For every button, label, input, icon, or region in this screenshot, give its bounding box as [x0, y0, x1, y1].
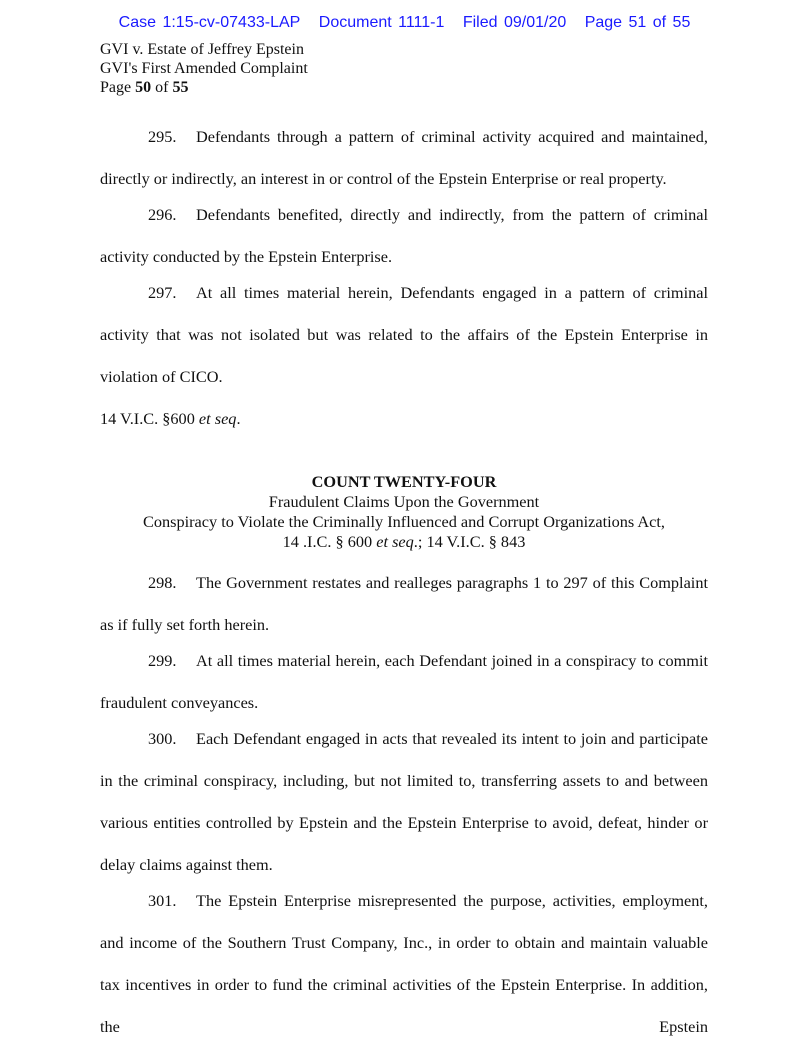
caption-case-title: GVI v. Estate of Jeffrey Epstein — [100, 41, 304, 58]
paragraph-text: Each Defendant engaged in acts that revealed its intent to join and participate in the criminal conspiracy, including, but not limited to, transferring assets to and between various entities controlled by Epstein and the Epstein Enterprise to avoid, defeat, hinder or delay claims against them. — [100, 729, 708, 874]
paragraph-296 — [100, 194, 708, 278]
case-number: Case 1:15-cv-07433-LAP — [118, 14, 301, 31]
page-prefix: Page — [100, 79, 136, 96]
stamp-page: Page 51 of 55 — [584, 14, 691, 31]
paragraph-text: The Government restates and realleges paragraphs 1 to 297 of this Complaint as if fully set forth herein. — [100, 573, 708, 634]
citation: 14 V.I.C. §600 — [100, 409, 199, 428]
paragraph-297 — [100, 272, 708, 440]
page-total: 55 — [172, 79, 189, 96]
document-caption — [100, 40, 308, 97]
court-filing-stamp — [0, 14, 809, 32]
page-number: 50 — [135, 79, 152, 96]
paragraph-text: At all times material herein, each Defendant joined in a conspiracy to commit fraudulent conveyances. — [100, 651, 708, 712]
paragraph-text: Defendants benefited, directly and indirectly, from the pattern of criminal activity conducted by the Epstein Enterprise. — [100, 205, 708, 266]
paragraph-text: At all times material herein, Defendants engaged in a pattern of criminal activity that was not isolated but was related to the affairs of the Epstein Enterprise in violation of CICO. — [100, 283, 708, 386]
statute-italic: et seq — [376, 532, 414, 551]
document-number: Document 1111-1 — [318, 14, 445, 31]
document-body — [100, 116, 708, 1042]
paragraph-number: 301. — [148, 891, 177, 910]
count-subtitle-2: Conspiracy to Violate the Criminally Influenced and Corrupt Organizations Act, — [142, 512, 666, 531]
paragraph-298 — [100, 562, 708, 646]
statute-a: 14 .I.C. § 600 — [282, 532, 377, 551]
caption-page — [100, 78, 308, 97]
count-subtitle-3 — [100, 532, 708, 552]
citation-italic: et seq — [198, 409, 237, 428]
paragraph-number: 295. — [148, 127, 177, 146]
paragraph-300 — [100, 718, 708, 886]
paragraph-295 — [100, 116, 708, 200]
paragraph-text: Defendants through a pattern of criminal activity acquired and maintained, directly or indirectly, an interest in or control of the Epstein Enterprise or real property. — [100, 127, 708, 188]
paragraph-text: The Epstein Enterprise misrepresented the purpose, activities, employment, and income of the Southern Trust Company, Inc., in order to obtain and maintain valuable tax incentives in order to fund the criminal activities of the Epstein Enterprise. In addition, the Epstein — [100, 891, 708, 1036]
paragraph-number: 296. — [148, 205, 177, 224]
citation-end: . — [236, 409, 241, 428]
paragraph-number: 299. — [148, 651, 177, 670]
count-title: COUNT TWENTY-FOUR — [311, 472, 497, 491]
paragraph-301 — [100, 880, 708, 1048]
filed-date: Filed 09/01/20 — [462, 14, 567, 31]
paragraph-number: 300. — [148, 729, 177, 748]
statute-b: .; 14 V.I.C. § 843 — [413, 532, 526, 551]
paragraph-299 — [100, 640, 708, 724]
caption-document-title: GVI's First Amended Complaint — [100, 60, 308, 77]
paragraph-number: 298. — [148, 573, 177, 592]
page-of: of — [151, 79, 173, 96]
count-heading — [100, 472, 708, 552]
count-subtitle-1: Fraudulent Claims Upon the Government — [268, 492, 540, 511]
paragraph-number: 297. — [148, 283, 177, 302]
